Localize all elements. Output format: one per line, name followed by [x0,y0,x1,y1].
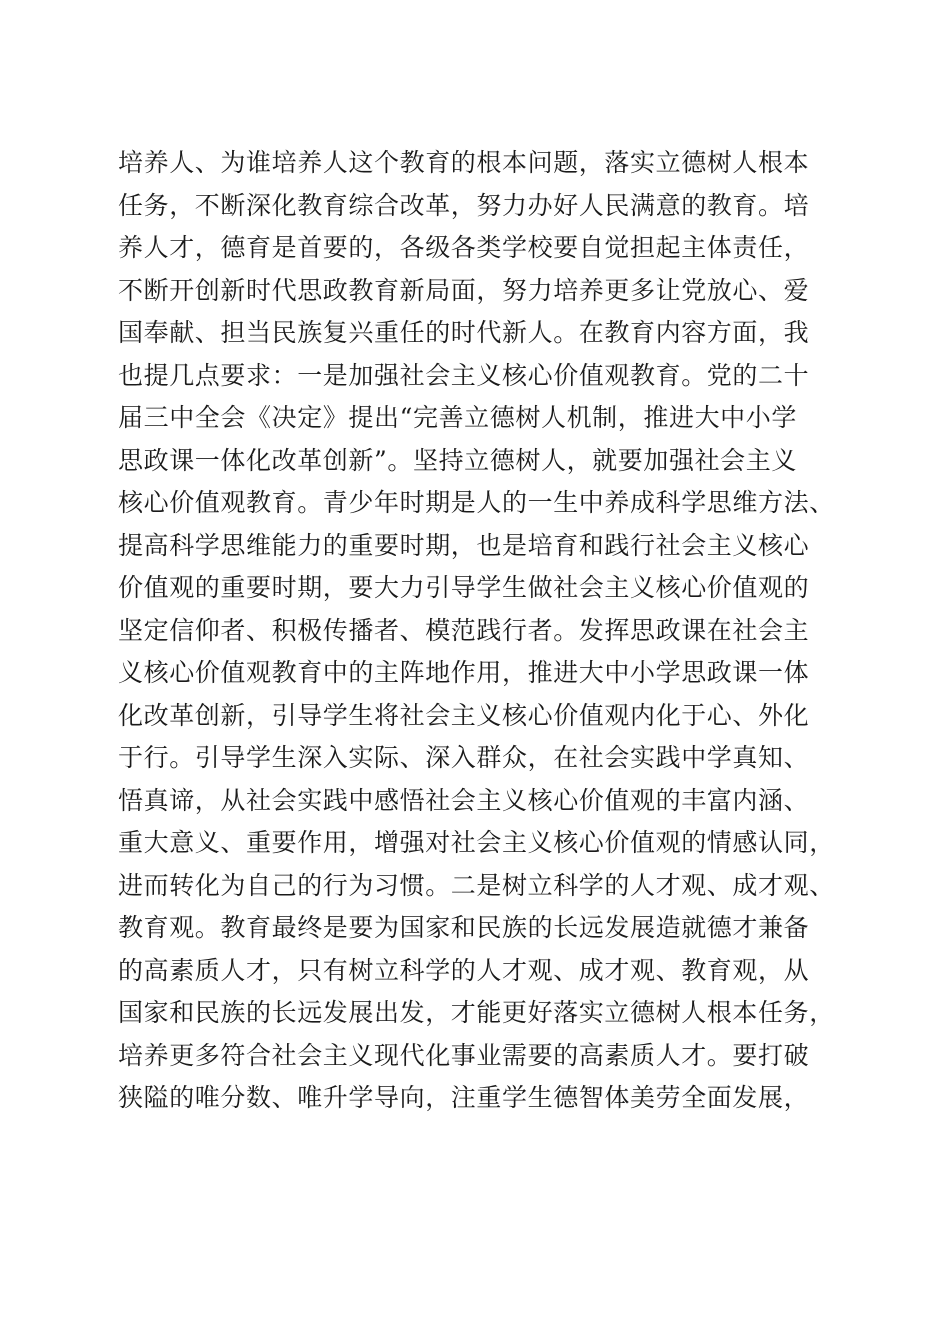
text-line-10: 提高科学思维能力的重要时期，也是培育和践行社会主义核心 [118,530,810,560]
text-line-14: 化改革创新，引导学生将社会主义核心价值观内化于心、外化 [118,700,810,730]
text-line-3: 养人才，德育是首要的，各级各类学校要自觉担起主体责任， [118,233,810,262]
text-line-8: 思政课一体化改革创新”。坚持立德树人，就要加强社会主义 [118,445,797,475]
text-line-12: 坚定信仰者、积极传播者、模范践行者。发挥思政课在社会主 [118,615,810,645]
text-line-9: 核心价值观教育。青少年时期是人的一生中养成科学思维方法、 [118,488,835,517]
text-line-15: 于行。引导学生深入实际、深入群众，在社会实践中学真知、 [118,743,810,772]
text-line-11: 价值观的重要时期，要大力引导学生做社会主义核心价值观的 [118,573,810,602]
text-line-5: 国奉献、担当民族复兴重任的时代新人。在教育内容方面，我 [118,318,810,347]
text-line-19: 教育观。教育最终是要为国家和民族的长远发展造就德才兼备 [118,913,810,942]
text-line-16: 悟真谛，从社会实践中感悟社会主义核心价值观的丰富内涵、 [118,785,810,815]
text-line-2: 任务，不断深化教育综合改革，努力办好人民满意的教育。培 [118,190,810,220]
text-line-1: 培养人、为谁培养人这个教育的根本问题，落实立德树人根本 [118,148,810,177]
text-line-4: 不断开创新时代思政教育新局面，努力培养更多让党放心、爱 [118,275,810,305]
text-line-22: 培养更多符合社会主义现代化事业需要的高素质人才。要打破 [118,1040,810,1070]
text-line-6: 也提几点要求：一是加强社会主义核心价值观教育。党的二十 [118,360,810,390]
text-line-20: 的高素质人才，只有树立科学的人才观、成才观、教育观，从 [118,955,810,985]
text-line-18: 进而转化为自己的行为习惯。二是树立科学的人才观、成才观、 [118,870,835,900]
text-line-21: 国家和民族的长远发展出发，才能更好落实立德树人根本任务， [118,998,835,1027]
text-line-13: 义核心价值观教育中的主阵地作用，推进大中小学思政课一体 [118,658,810,687]
text-line-17: 重大意义、重要作用，增强对社会主义核心价值观的情感认同， [118,828,835,857]
text-line-23: 狭隘的唯分数、唯升学导向，注重学生德智体美劳全面发展， [118,1083,810,1112]
text-line-7: 届三中全会《决定》提出“完善立德树人机制，推进大中小学 [118,403,797,432]
body-text [118,142,858,1120]
